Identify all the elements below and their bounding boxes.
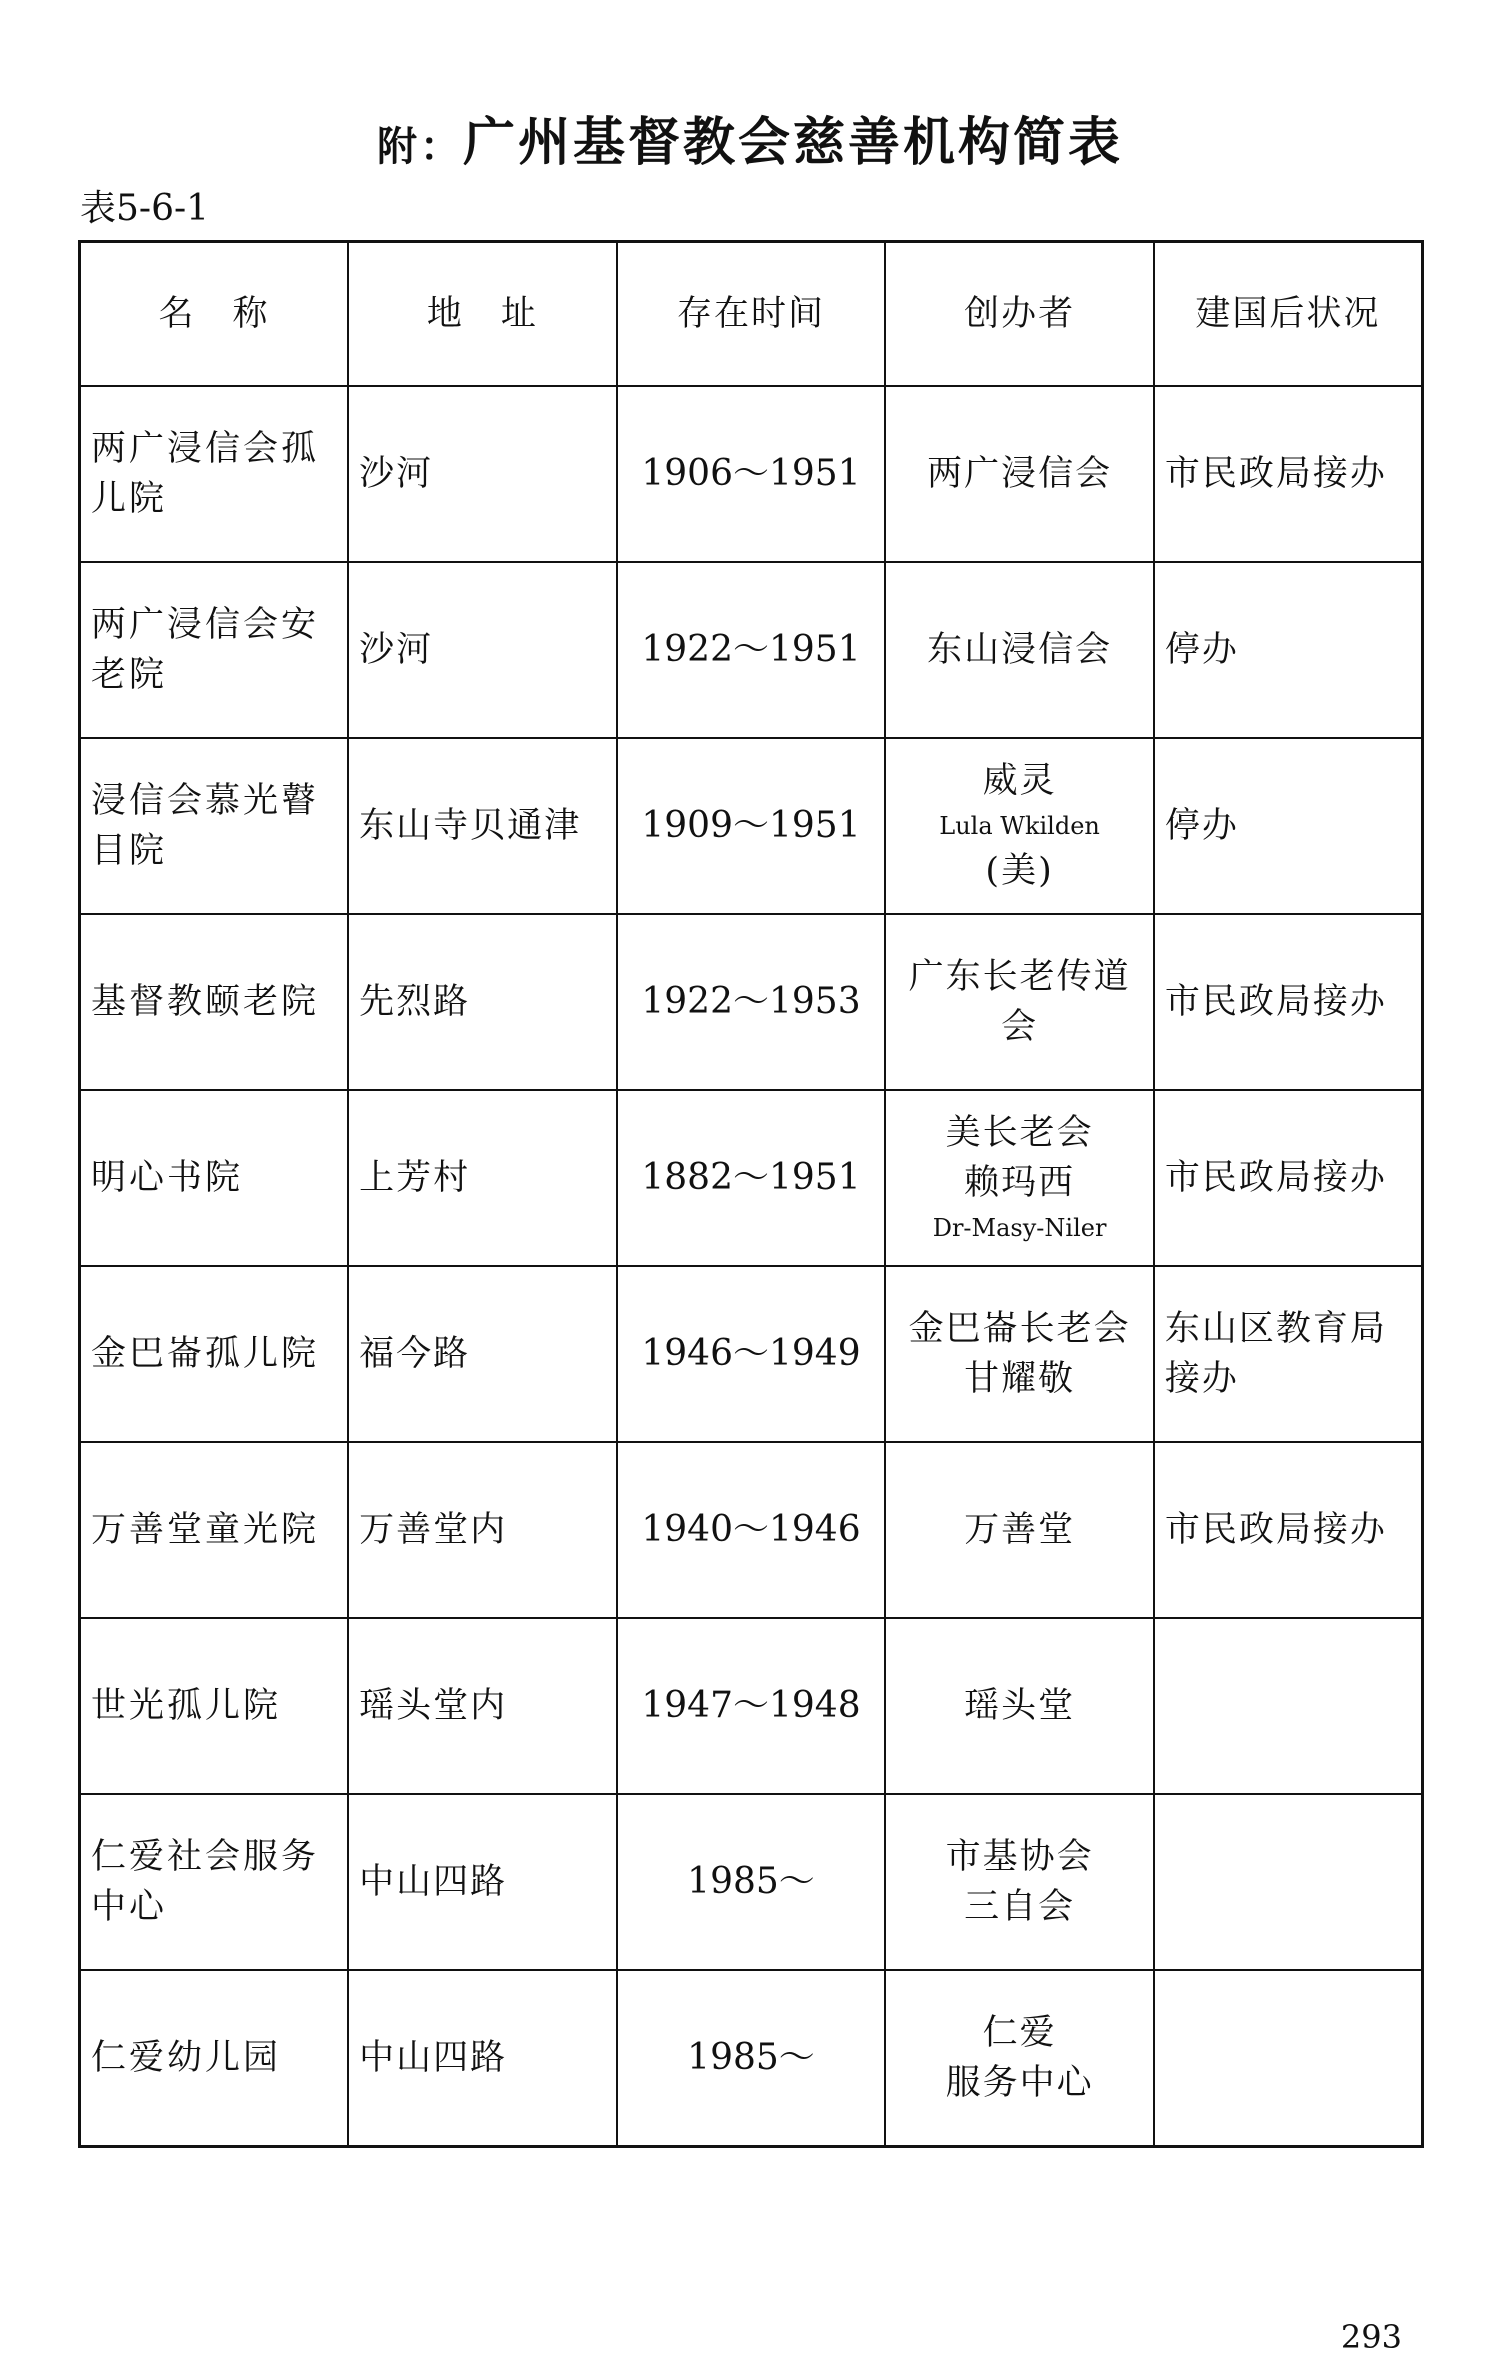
founder-line: 万善堂 (964, 1510, 1076, 1550)
cell-name: 仁爱社会服务中心 (80, 1794, 349, 1970)
cell-status: 东山区教育局接办 (1154, 1266, 1423, 1442)
founder-line: (美) (985, 851, 1054, 891)
header-name: 名 称 (80, 242, 349, 387)
founder-line: 市基协会 (945, 1837, 1094, 1877)
cell-name: 明心书院 (80, 1090, 349, 1266)
cell-founder (885, 914, 1154, 1090)
cell-founder (885, 1618, 1154, 1794)
table-row (80, 914, 1423, 1090)
founder-line: Lula Wkilden (939, 812, 1100, 840)
cell-founder (885, 386, 1154, 562)
table-id: 表5-6-1 (80, 188, 210, 229)
table-row (80, 1090, 1423, 1266)
cell-address: 瑶头堂内 (348, 1618, 617, 1794)
cell-address: 沙河 (348, 562, 617, 738)
founder-line: 威灵 (982, 761, 1057, 801)
cell-founder (885, 1266, 1154, 1442)
cell-status (1154, 1970, 1423, 2146)
founder-line: 广东长老传道会 (908, 957, 1131, 1047)
cell-address: 万善堂内 (348, 1442, 617, 1618)
header-status: 建国后状况 (1154, 242, 1423, 387)
cell-address: 东山寺贝通津 (348, 738, 617, 914)
cell-address: 中山四路 (348, 1794, 617, 1970)
founder-line: 东山浸信会 (927, 630, 1113, 670)
cell-status (1154, 1794, 1423, 1970)
cell-name: 两广浸信会安老院 (80, 562, 349, 738)
cell-time: 1922～1953 (617, 914, 886, 1090)
table-body (80, 386, 1423, 2146)
cell-address: 福今路 (348, 1266, 617, 1442)
page-number: 293 (1340, 2318, 1402, 2356)
charity-table (78, 240, 1424, 2148)
cell-address: 中山四路 (348, 1970, 617, 2146)
header-founder: 创办者 (885, 242, 1154, 387)
cell-founder (885, 562, 1154, 738)
cell-time: 1940～1946 (617, 1442, 886, 1618)
cell-time: 1906～1951 (617, 386, 886, 562)
cell-address: 上芳村 (348, 1090, 617, 1266)
cell-status: 停办 (1154, 738, 1423, 914)
cell-name: 金巴崙孤儿院 (80, 1266, 349, 1442)
founder-line: 仁爱 (982, 2012, 1057, 2053)
founder-line: 服务中心 (945, 2062, 1094, 2103)
cell-founder (885, 1442, 1154, 1618)
cell-time: 1922～1951 (617, 562, 886, 738)
cell-name: 两广浸信会孤儿院 (80, 386, 349, 562)
table-row (80, 738, 1423, 914)
cell-status: 市民政局接办 (1154, 1090, 1423, 1266)
cell-time: 1882～1951 (617, 1090, 886, 1266)
cell-founder (885, 1090, 1154, 1266)
cell-status: 停办 (1154, 562, 1423, 738)
cell-founder (885, 1794, 1154, 1970)
header-row (80, 242, 1423, 387)
title-prefix: 附： (376, 124, 463, 170)
page-title (0, 100, 1500, 175)
header-address: 地 址 (348, 242, 617, 387)
cell-founder (885, 738, 1154, 914)
cell-time: 1946～1949 (617, 1266, 886, 1442)
founder-line: 瑶头堂 (964, 1686, 1076, 1726)
cell-status: 市民政局接办 (1154, 386, 1423, 562)
table-row (80, 562, 1423, 738)
founder-line: Dr-Masy-Niler (932, 1214, 1107, 1242)
cell-time: 1985～ (617, 1970, 886, 2146)
founder-line: 美长老会 (945, 1113, 1094, 1153)
table-row (80, 1618, 1423, 1794)
cell-address: 先烈路 (348, 914, 617, 1090)
cell-time: 1947～1948 (617, 1618, 886, 1794)
table-row (80, 386, 1423, 562)
table-row (80, 1266, 1423, 1442)
cell-name: 万善堂童光院 (80, 1442, 349, 1618)
table-row (80, 1970, 1423, 2146)
cell-status (1154, 1618, 1423, 1794)
founder-line: 两广浸信会 (927, 454, 1113, 494)
cell-name: 世光孤儿院 (80, 1618, 349, 1794)
cell-time: 1909～1951 (617, 738, 886, 914)
founder-line: 三自会 (964, 1887, 1076, 1927)
table-container (78, 240, 1424, 2148)
cell-status: 市民政局接办 (1154, 1442, 1423, 1618)
header-time: 存在时间 (617, 242, 886, 387)
table-row (80, 1442, 1423, 1618)
cell-status: 市民政局接办 (1154, 914, 1423, 1090)
founder-line: 赖玛西 (964, 1163, 1076, 1203)
founder-line: 甘耀敬 (964, 1359, 1076, 1399)
founder-line: 金巴崙长老会 (908, 1309, 1131, 1349)
title-main: 广州基督教会慈善机构简表 (462, 113, 1123, 173)
cell-name: 基督教颐老院 (80, 914, 349, 1090)
cell-name: 仁爱幼儿园 (80, 1970, 349, 2146)
cell-founder (885, 1970, 1154, 2146)
cell-time: 1985～ (617, 1794, 886, 1970)
cell-name: 浸信会慕光瞽目院 (80, 738, 349, 914)
cell-address: 沙河 (348, 386, 617, 562)
table-row (80, 1794, 1423, 1970)
